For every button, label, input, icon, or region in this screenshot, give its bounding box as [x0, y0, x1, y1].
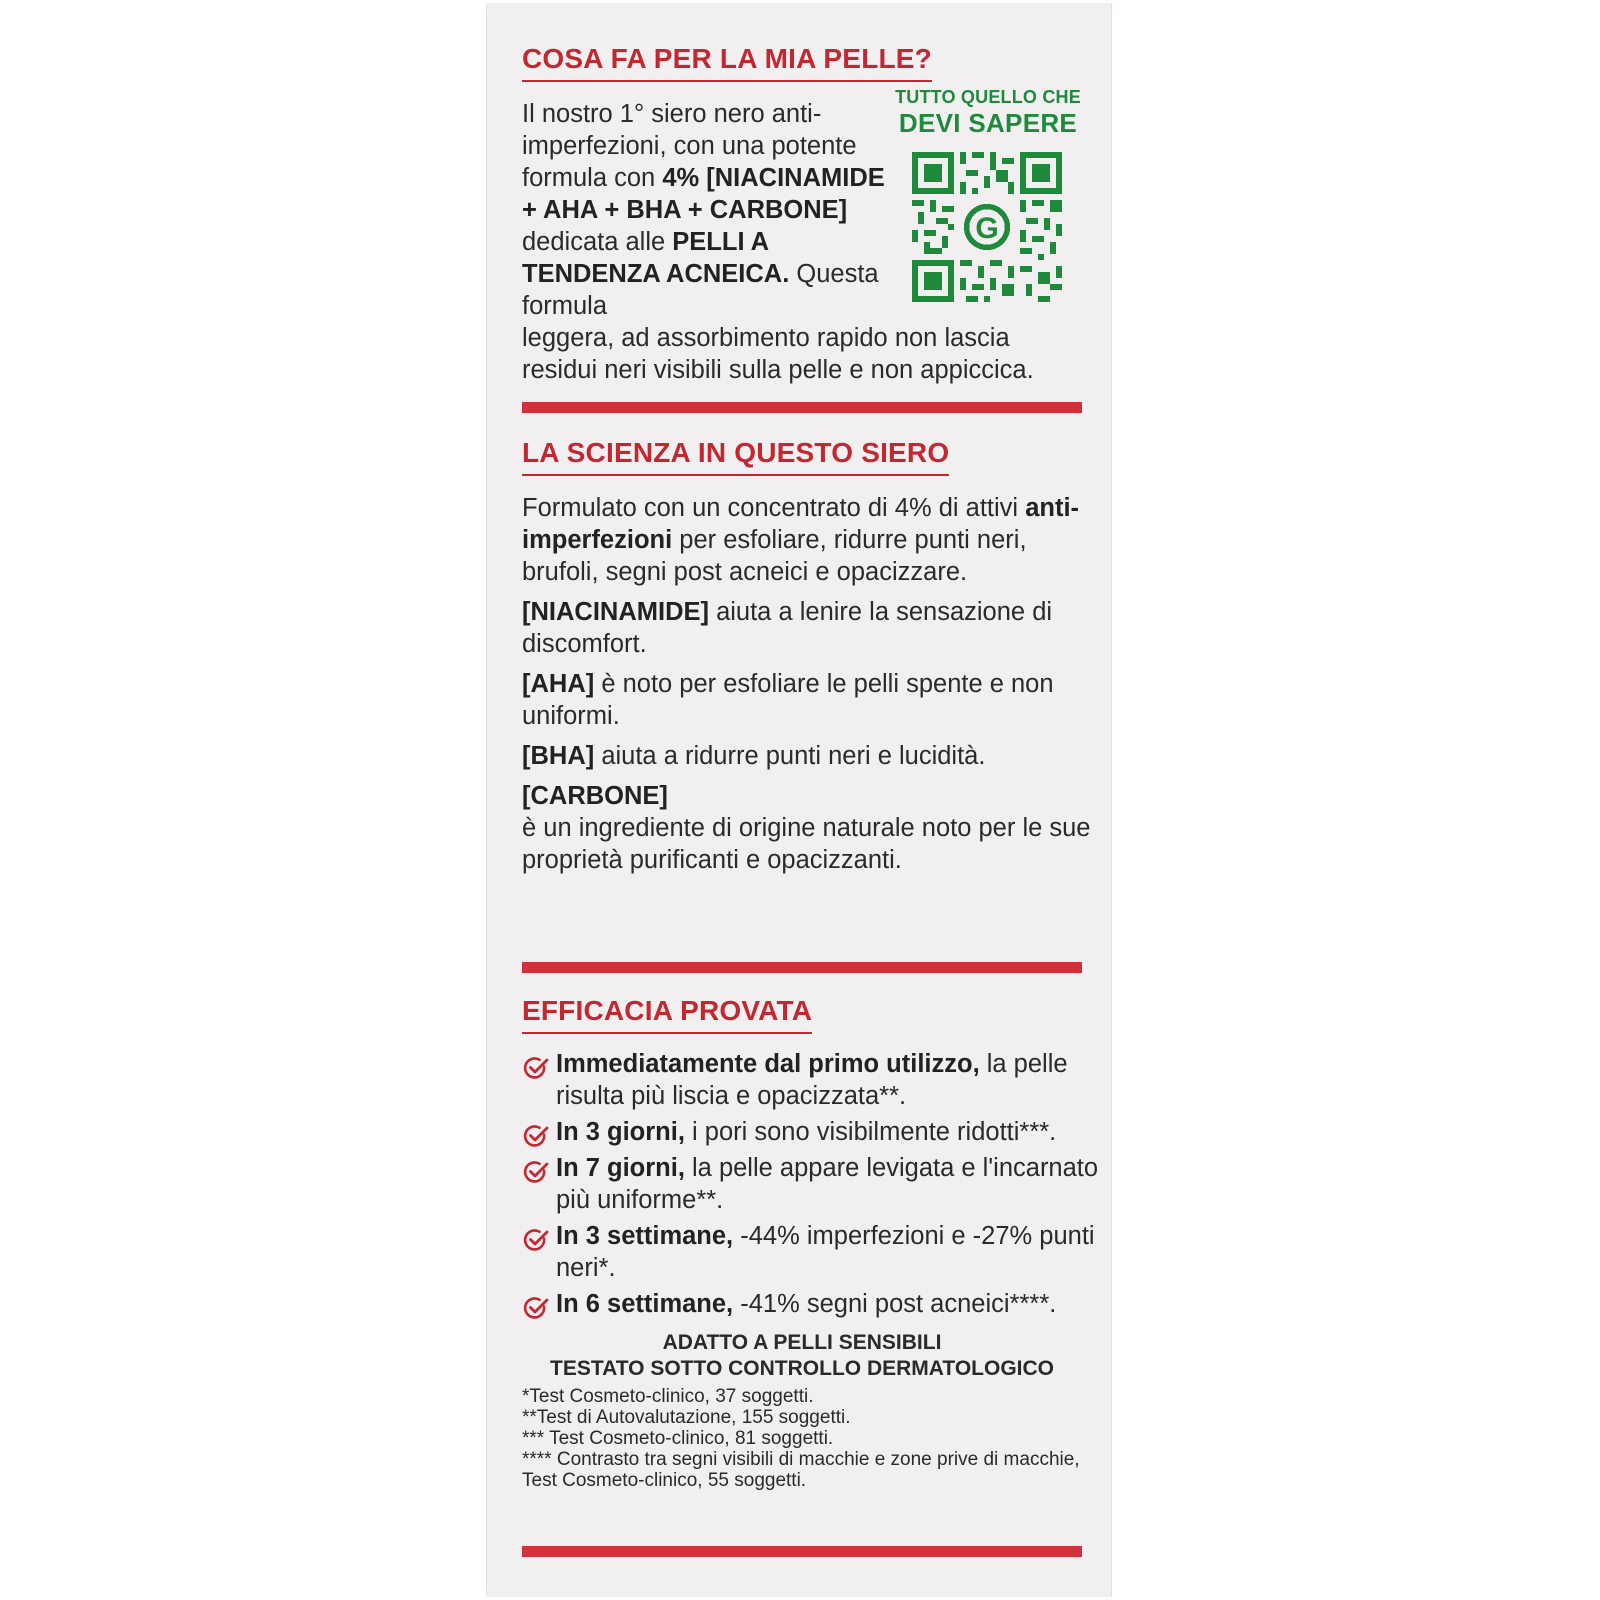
intro-text: Questa formula [522, 260, 879, 320]
section-divider [522, 962, 1082, 973]
science-body [522, 492, 1092, 884]
science-intro [522, 492, 1092, 588]
ingredient-carbone [522, 780, 1092, 876]
qr-logo-letter: G [975, 211, 999, 245]
qr-caption-top: TUTTO QUELLO CHE [895, 87, 1081, 107]
check-circle-icon [522, 1158, 550, 1186]
section-divider [522, 1546, 1082, 1557]
science-intro-text: Formulato con un concentrato di 4% di attivi [522, 494, 1026, 522]
intro-paragraph [522, 98, 892, 322]
intro-paragraph-continued [522, 322, 1092, 386]
efficacy-timeframe: Immediatamente dal primo utilizzo, [556, 1050, 980, 1078]
efficacy-result: -44% imperfezioni e -27% punti neri*. [556, 1222, 1095, 1282]
footnote: **** Contrasto tra segni visibili di macchie e zone prive di macchie, Test Cosmeto-clinico, 55 soggetti. [522, 1449, 1080, 1491]
check-circle-icon [522, 1054, 550, 1082]
ingredient-description: è un ingrediente di origine naturale noto per le sue proprietà purificanti e opacizzanti. [522, 814, 1091, 874]
intro-text: Il nostro 1° siero nero anti-imperfezioni, con una potente formula con [522, 100, 857, 192]
ingredient-description: aiuta a ridurre punti neri e lucidità. [594, 742, 986, 770]
check-circle-icon [522, 1226, 550, 1254]
efficacy-item [520, 1288, 1100, 1320]
dermatology-tested-notice: TESTATO SOTTO CONTROLLO DERMATOLOGICO [550, 1357, 1054, 1380]
efficacy-item [520, 1048, 1100, 1112]
efficacy-timeframe: In 6 settimane, [556, 1290, 734, 1318]
efficacy-result: -41% segni post acneici****. [733, 1290, 1057, 1318]
section-heading-science: LA SCIENZA IN QUESTO SIERO [522, 436, 949, 476]
efficacy-item [520, 1220, 1100, 1284]
section-heading-efficacy: EFFICACIA PROVATA [522, 994, 812, 1034]
qr-caption [888, 86, 1088, 138]
ingredient-name: [CARBONE] [522, 782, 668, 810]
footnote: *Test Cosmeto-clinico, 37 soggetti. [522, 1386, 814, 1407]
science-intro-text: per esfoliare, ridurre punti neri, brufoli, segni post acneici e opacizzare. [522, 526, 1027, 586]
check-circle-icon [522, 1122, 550, 1150]
intro-line: residui neri visibili sulla pelle e non appiccica. [522, 356, 1034, 384]
efficacy-result: i pori sono visibilmente ridotti***. [684, 1118, 1057, 1146]
efficacy-timeframe: In 7 giorni, [556, 1154, 685, 1182]
check-circle-icon [522, 1294, 550, 1322]
ingredient-description: aiuta a lenire la sensazione di discomfort. [522, 598, 1053, 658]
intro-text: dedicata alle [522, 228, 673, 256]
section-heading-skin-benefits: COSA FA PER LA MIA PELLE? [522, 42, 932, 82]
footnote: *** Test Cosmeto-clinico, 81 soggetti. [522, 1428, 834, 1449]
ingredient-name: [BHA] [522, 742, 595, 770]
efficacy-item [520, 1116, 1100, 1148]
ingredient-bha [522, 740, 1092, 772]
ingredient-name: [AHA] [522, 670, 595, 698]
ingredient-aha [522, 668, 1092, 732]
ingredient-name: [NIACINAMIDE] [522, 598, 709, 626]
efficacy-timeframe: In 3 giorni, [556, 1118, 685, 1146]
efficacy-timeframe: In 3 settimane, [556, 1222, 734, 1250]
qr-caption-main: DEVI SAPERE [898, 108, 1078, 138]
intro-active-ingredients: 4% [NIACINAMIDE + AHA + BHA + CARBONE] [522, 164, 885, 224]
section-divider [522, 402, 1082, 413]
intro-skin-type: PELLI A TENDENZA ACNEICA. [522, 228, 790, 288]
qr-code[interactable] [912, 152, 1062, 302]
dermatology-notice [522, 1330, 1082, 1382]
intro-line: leggera, ad assorbimento rapido non lascia [522, 324, 1010, 352]
science-intro-keyword: anti-imperfezioni [522, 494, 1080, 554]
ingredient-niacinamide [522, 596, 1092, 660]
footnote: **Test di Autovalutazione, 155 soggetti. [522, 1407, 851, 1428]
footnotes [522, 1386, 1097, 1491]
efficacy-result: la pelle risulta più liscia e opacizzata**. [556, 1050, 1068, 1110]
efficacy-item [520, 1152, 1100, 1216]
ingredient-description: è noto per esfoliare le pelli spente e non uniformi. [522, 670, 1054, 730]
efficacy-list [520, 1048, 1100, 1324]
sensitive-skin-notice: ADATTO A PELLI SENSIBILI [662, 1331, 942, 1354]
efficacy-result: la pelle appare levigata e l'incarnato più uniforme**. [556, 1154, 1099, 1214]
